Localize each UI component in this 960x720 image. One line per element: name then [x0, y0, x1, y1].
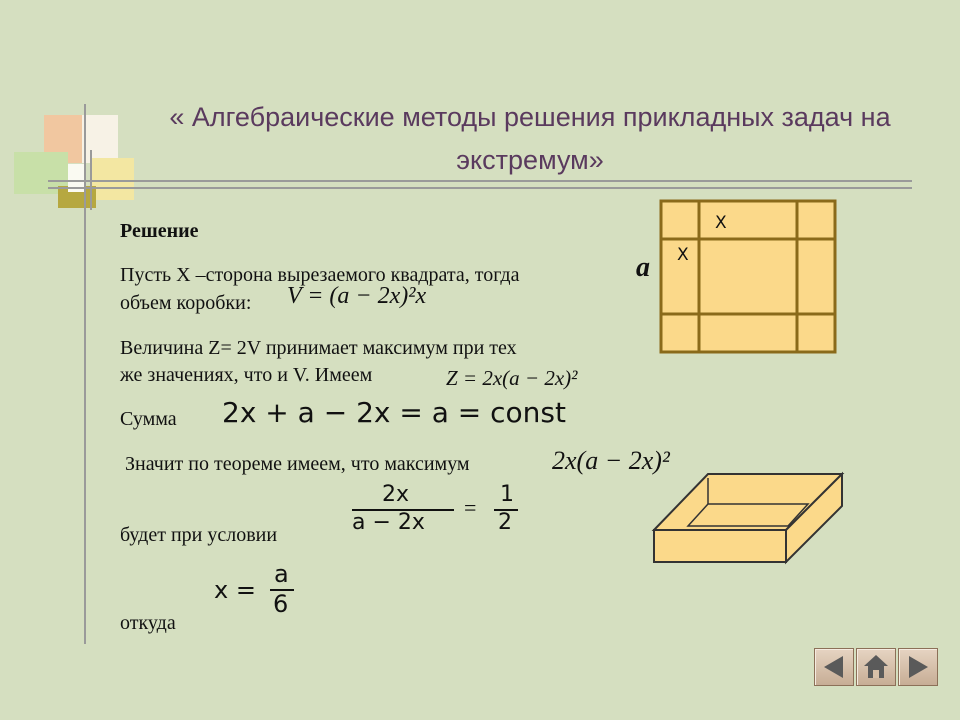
cond-denominator: a − 2x — [352, 510, 425, 535]
cond-numerator: 2x — [382, 482, 410, 507]
x-denominator: 6 — [273, 590, 289, 618]
square-cut-diagram — [630, 196, 842, 358]
text-line-8: откуда — [120, 612, 176, 634]
cond-rhs-denominator: 2 — [498, 510, 512, 535]
solution-heading: Решение — [120, 220, 199, 242]
x-numerator: a — [274, 560, 289, 588]
decor-vertical-line — [84, 104, 86, 644]
text-line-3: Величина Z= 2V принимает максимум при тех — [120, 337, 517, 359]
next-arrow-icon — [899, 649, 937, 685]
formula-volume: V = (a − 2x)²x — [287, 283, 427, 309]
next-slide-button[interactable] — [898, 648, 938, 686]
text-line-5: Сумма — [120, 408, 177, 430]
text-line-1: Пусть X –сторона вырезаемого квадрата, тогда — [120, 264, 520, 286]
decor-square-yellow — [90, 158, 134, 200]
prev-slide-button[interactable] — [814, 648, 854, 686]
text-line-2: объем коробки: — [120, 292, 252, 314]
cond-equals: = — [464, 495, 477, 520]
formula-x-result — [214, 560, 304, 620]
home-icon — [857, 649, 895, 685]
formula-condition — [352, 482, 522, 538]
text-line-4: же значениях, что и V. Имеем — [120, 364, 373, 386]
diagram-label-x-top: X — [715, 213, 727, 233]
decor-square-white — [82, 115, 118, 163]
decor-horizontal-line-2 — [48, 187, 912, 189]
text-line-6: Значит по теореме имеем, что максимум — [125, 453, 470, 475]
open-box-illustration — [648, 468, 848, 568]
diagram-label-a: a — [636, 252, 650, 283]
x-lhs: x = — [214, 576, 256, 604]
formula-max-expr: 2x(a − 2x)² — [552, 446, 670, 475]
home-button[interactable] — [856, 648, 896, 686]
formula-z: Z = 2x(a − 2x)² — [446, 366, 578, 390]
text-line-7: будет при условии — [120, 524, 278, 546]
cond-rhs-numerator: 1 — [500, 482, 514, 507]
prev-arrow-icon — [815, 649, 853, 685]
formula-sum: 2x + a − 2x = a = const — [222, 396, 566, 429]
diagram-label-x-left: X — [677, 245, 689, 265]
page-title: « Алгебраические методы решения прикладных задач на экстремум» — [169, 102, 891, 175]
